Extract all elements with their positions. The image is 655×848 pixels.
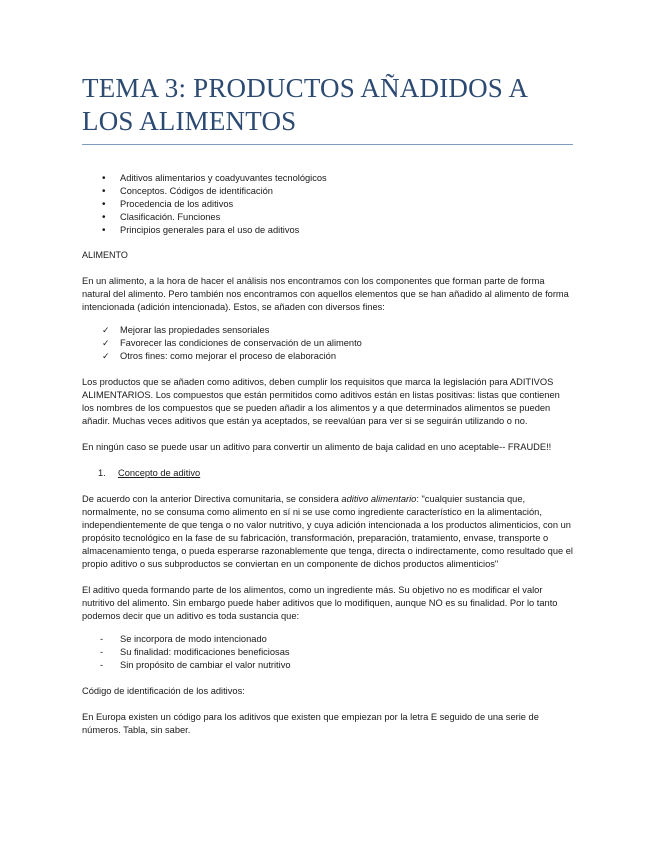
alimento-heading: ALIMENTO: [82, 250, 128, 260]
fines-list: [82, 324, 573, 363]
section-title: Concepto de aditivo: [118, 468, 201, 478]
list-item: ✓ Favorecer las condiciones de conservación de un alimento: [120, 337, 573, 350]
section-number: 1.: [98, 468, 106, 478]
list-item: - Su finalidad: modificaciones beneficiosas: [120, 646, 573, 659]
list-item: • Clasificación. Funciones: [120, 211, 573, 224]
list-item: - Se incorpora de modo intencionado: [120, 633, 573, 646]
paragraph-codigo: En Europa existen un código para los aditivos que existen que empiezan por la letra E seguido de una serie de números. Tabla, sin saber.: [82, 712, 539, 735]
codigo-heading: Código de identificación de los aditivos:: [82, 686, 245, 696]
list-item: • Aditivos alimentarios y coadyuvantes tecnológicos: [120, 172, 573, 185]
list-item: - Sin propósito de cambiar el valor nutritivo: [120, 659, 573, 672]
list-item: • Procedencia de los aditivos: [120, 198, 573, 211]
list-item: ✓ Mejorar las propiedades sensoriales: [120, 324, 573, 337]
sustancia-list: [82, 633, 573, 672]
section-heading-concepto: [82, 467, 573, 480]
topic-list: [82, 172, 573, 237]
paragraph-directiva: [82, 493, 573, 571]
list-item: ✓ Otros fines: como mejorar el proceso de elaboración: [120, 350, 573, 363]
list-item: • Conceptos. Códigos de identificación: [120, 185, 573, 198]
list-item: • Principios generales para el uso de aditivos: [120, 224, 573, 237]
text-run: De acuerdo con la anterior Directiva comunitaria, se considera: [82, 494, 342, 504]
paragraph-aditivo: El aditivo queda formando parte de los alimentos, como un ingrediente más. Su objetivo no es modificar el valor nutritivo del alimento. Sin embargo puede haber aditivos que lo modifiquen, aunque NO es su finalidad. Por lo tanto podemos decir que un aditivo es toda sustancia que:: [82, 585, 558, 621]
paragraph-legislacion: Los productos que se añaden como aditivos, deben cumplir los requisitos que marca la legislación para ADITIVOS ALIMENTARIOS. Los compuestos que están permitidos como aditivos están en listas positivas: listas que contienen los nombres de los compuestos que se pueden añadir a los alimentos y a que determinados alimentos se pueden añadir. Muchas veces aditivos que están ya aceptados, se reevalúan para ver si se seguirán utilizando o no.: [82, 377, 560, 426]
text-run: : "cualquier sustancia que, normalmente, no se consuma como alimento en sí ni se use como ingrediente característico en la alimentación, independientemente de que tenga o no valor nutritivo, y cuya adición intencionada a los productos alimenticios, con un propósito tecnológico en la fase de su fabricación, transformación, preparación, tratamiento, envase, transporte o almacenamiento tenga, o pueda esperarse razonablemente que tenga, directa o indirectamente, como resultado que el propio aditivo o sus subproductos se conviertan en un componente de dichos productos alimenticios": [82, 494, 573, 569]
page-title: TEMA 3: PRODUCTOS AÑADIDOS A LOS ALIMENTOS: [82, 72, 573, 145]
text-run-italic: aditivo alimentario: [341, 494, 417, 504]
paragraph-alimento: En un alimento, a la hora de hacer el análisis nos encontramos con los componentes que forman parte de forma natural del alimento. Pero también nos encontramos con aquellos elementos que se han añadido al alimento de forma intencionada (adición intencionada). Estos, se añaden con diversos fines:: [82, 276, 569, 312]
paragraph-fraude: En ningún caso se puede usar un aditivo para convertir un alimento de baja calidad en uno aceptable-- FRAUDE!!: [82, 442, 552, 452]
